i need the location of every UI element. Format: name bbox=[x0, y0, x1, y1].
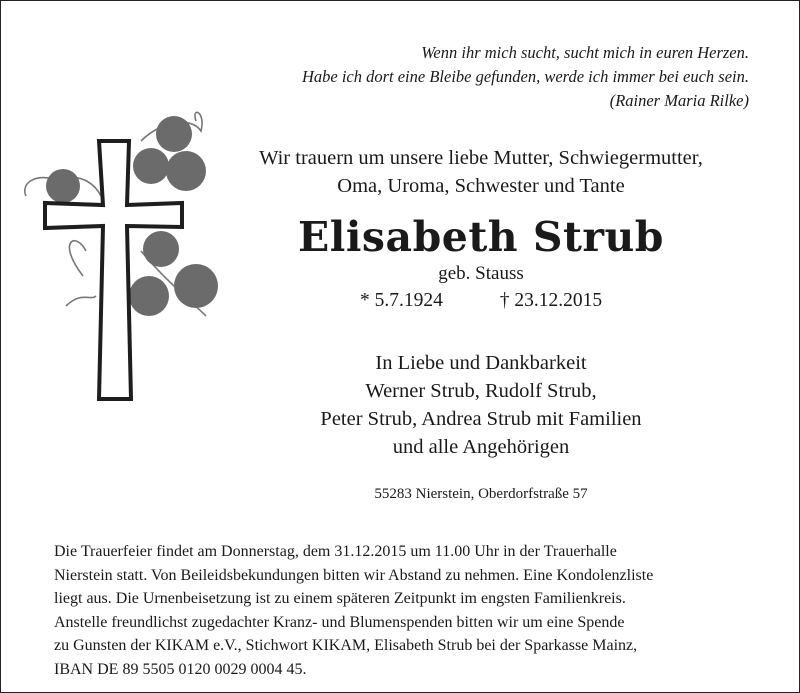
deceased-name: Elisabeth Strub bbox=[298, 213, 664, 261]
address: 55283 Nierstein, Oberdorfstraße 57 bbox=[374, 486, 588, 502]
funeral-notice bbox=[54, 540, 774, 681]
mourning-intro bbox=[211, 144, 751, 200]
quote-author: (Rainer Maria Rilke) bbox=[609, 91, 749, 110]
family-signature bbox=[211, 349, 751, 461]
notice-line: IBAN DE 89 5505 0120 0029 0004 45. bbox=[54, 660, 307, 678]
intro-line: Wir trauern um unsere liebe Mutter, Schwiegermutter, bbox=[259, 147, 703, 169]
family-line: Peter Strub, Andrea Strub mit Familien bbox=[320, 408, 642, 430]
birth-date: * 5.7.1924 bbox=[359, 290, 443, 311]
family-line: In Liebe und Dankbarkeit bbox=[375, 352, 587, 374]
life-dates bbox=[211, 290, 751, 312]
birth-name: geb. Stauss bbox=[438, 263, 524, 284]
notice-line: Die Trauerfeier findet am Donnerstag, dem 31.12.2015 um 11.00 Uhr in der Trauerhalle bbox=[54, 543, 617, 560]
quote-line: Wenn ihr mich sucht, sucht mich in euren Herzen. bbox=[421, 43, 749, 62]
notice-line: zu Gunsten der KIKAM e.V., Stichwort KIKAM, Elisabeth Strub bei der Sparkasse Mainz, bbox=[54, 637, 638, 654]
rilke-quote bbox=[302, 41, 749, 113]
family-line: Werner Strub, Rudolf Strub, bbox=[365, 380, 597, 402]
cross-with-vine-icon bbox=[1, 81, 241, 411]
notice-line: Anstelle freundlichst zugedachter Kranz- und Blumenspenden bitten wir um eine Spende bbox=[54, 613, 625, 631]
family-line: und alle Angehörigen bbox=[392, 436, 570, 458]
death-date: † 23.12.2015 bbox=[499, 290, 603, 311]
notice-line: Nierstein statt. Von Beileidsbekundungen bitten wir Abstand zu nehmen. Eine Kondolenzliste bbox=[54, 566, 654, 584]
intro-line: Oma, Uroma, Schwester und Tante bbox=[337, 175, 625, 197]
quote-line: Habe ich dort eine Bleibe gefunden, werde ich immer bei euch sein. bbox=[301, 67, 749, 86]
notice-line: liegt aus. Die Urnenbeisetzung ist zu einem späteren Zeitpunkt im engsten Familienkreis. bbox=[54, 590, 626, 607]
